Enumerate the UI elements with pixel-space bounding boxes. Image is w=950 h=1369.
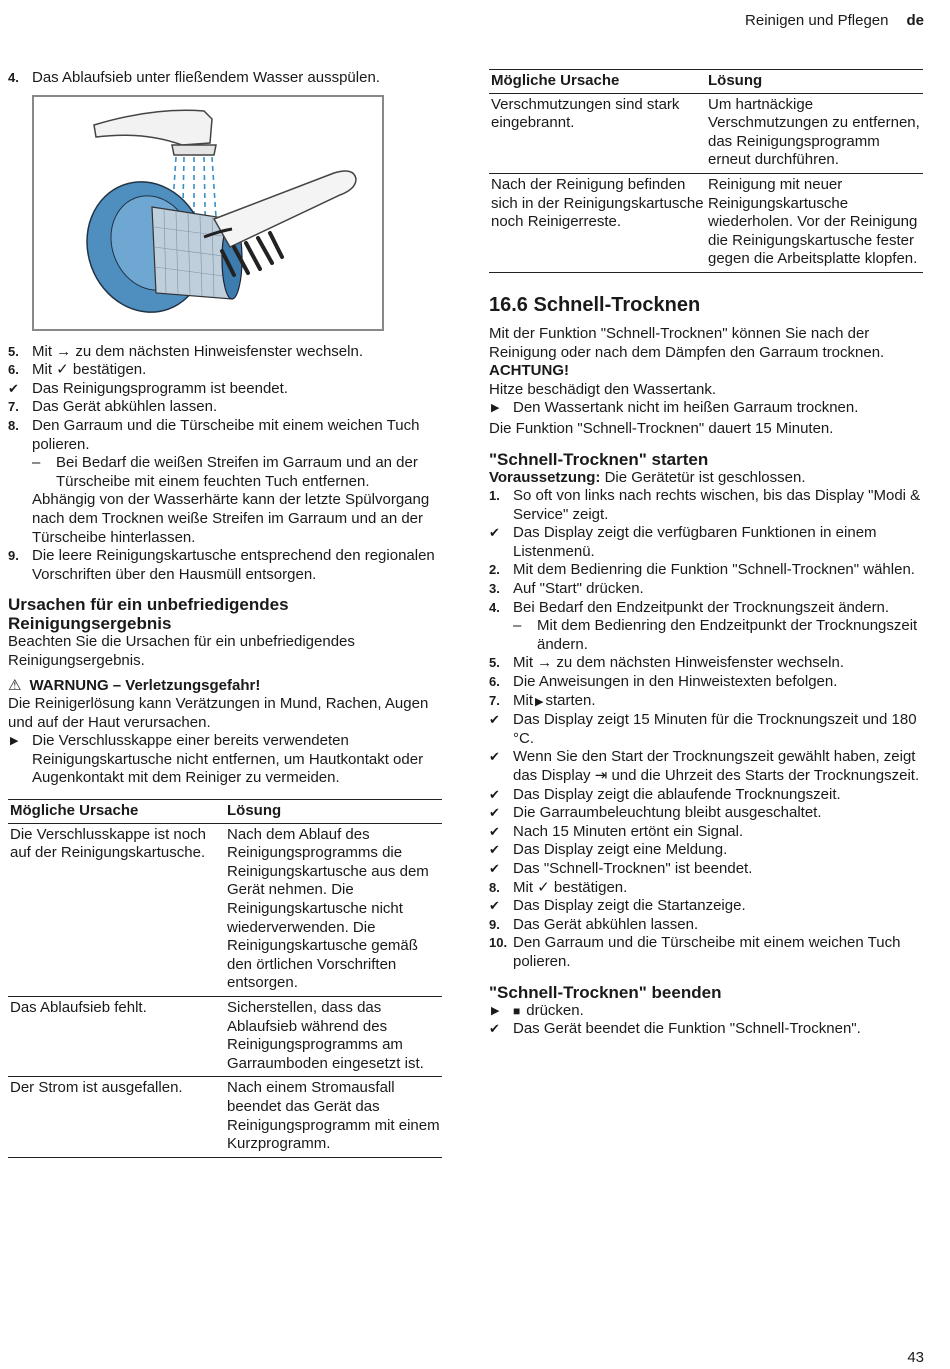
action-triangle-icon: ▶: [10, 735, 19, 748]
result-check-icon: ✔: [489, 786, 500, 802]
play-icon: ▶: [535, 695, 544, 708]
dry-result: ✔ Wenn Sie den Start der Trocknungszeit gewählt haben, zeigt das Display ⇥ und die Uhrzeit des Starts der Trocknungszeit.: [489, 748, 920, 784]
notice-action: ▶ Den Wassertank nicht im heißen Garraum trocknen.: [491, 399, 859, 417]
section-intro: Mit der Funktion "Schnell-Trocknen" können Sie nach der Reinigung oder nach dem Dämpfen den Garraum trocknen.: [489, 324, 885, 361]
result-check-icon: ✔: [489, 712, 500, 728]
table-row: Die Verschlusskappe ist noch auf der Reinigungskartusche. Nach dem Ablauf des Reinigungsprogramms die Reinigungskartusche aus dem Gerät nehmen. Die Reinigungskartusche nicht wiederverwenden. Die Reinigungskartusche gemäß den örtlichen Vorschriften entsorgen.: [8, 823, 442, 996]
end-heading: "Schnell-Trocknen" beenden: [489, 982, 722, 1002]
step-8-sub: – Bei Bedarf die weißen Streifen im Garraum und an der Türscheibe mit einem feuchten Tuch entfernen.: [32, 454, 418, 490]
dry-result: ✔ Die Garraumbeleuchtung bleibt ausgeschaltet.: [489, 804, 822, 822]
table-header-solution: Lösung: [225, 800, 442, 824]
table-row: Das Ablaufsieb fehlt. Sicherstellen, dass das Ablaufsieb während des Reinigungsprogramms am Garraumboden eingesetzt ist.: [8, 997, 442, 1077]
step-6: 6. Mit ✓ bestätigen.: [8, 361, 147, 379]
dry-step-4: 4. Bei Bedarf den Endzeitpunkt der Trocknungszeit ändern.: [489, 598, 890, 616]
end-action: ▶ ■ drücken.: [491, 1001, 584, 1019]
faucet-brush-strainer-image: [34, 97, 382, 329]
stop-icon: ■: [513, 1003, 521, 1018]
dry-result: ✔ Das Display zeigt die ablaufende Trocknungszeit.: [489, 785, 841, 803]
dry-result: ✔ Nach 15 Minuten ertönt ein Signal.: [489, 822, 744, 840]
confirm-check-icon: ✓: [56, 361, 69, 379]
header-language: de: [906, 12, 924, 29]
warning-action: ▶ Die Verschlusskappe einer bereits verwendeten Reinigungskartusche nicht entfernen, um Hautkontakt oder Augenkontakt mit dem Reiniger zu vermeiden.: [10, 732, 424, 787]
causes-heading: Ursachen für ein unbefriedigendes Reinigungsergebnis: [8, 595, 289, 634]
start-time-icon: ⇥: [594, 767, 608, 784]
step-5: 5. Mit → zu dem nächsten Hinweisfenster wechseln.: [8, 342, 363, 360]
dry-step-7: 7. Mit ▶ starten.: [489, 692, 923, 712]
result-check-icon: ✔: [489, 749, 500, 765]
causes-intro: Beachten Sie die Ursachen für ein unbefriedigendes Reinigungsergebnis.: [8, 633, 355, 669]
arrow-right-icon: →: [537, 654, 553, 672]
section-title: 16.6 Schnell-Trocknen: [489, 293, 701, 316]
result-check-icon: ✔: [489, 525, 500, 541]
dry-result: ✔ Das Display zeigt eine Meldung.: [489, 841, 728, 859]
arrow-right-icon: →: [56, 342, 72, 360]
page-number: 43: [907, 1349, 924, 1366]
result-check-icon: ✔: [489, 823, 500, 839]
dash-marker: –: [32, 454, 41, 472]
notice-text: Hitze beschädigt den Wassertank.: [489, 380, 717, 398]
result-check-icon: ✔: [8, 380, 19, 396]
action-triangle-icon: ▶: [491, 1004, 500, 1017]
result-check-icon: ✔: [489, 805, 500, 821]
dry-step-8: 8. Mit ✓ bestätigen.: [489, 878, 628, 896]
table-header-cause: Mögliche Ursache: [8, 800, 225, 824]
result-1: ✔ Das Reinigungsprogramm ist beendet.: [8, 379, 288, 397]
step-8: 8. Den Garraum und die Türscheibe mit einem weichen Tuch polieren.: [8, 416, 420, 453]
table-row: Verschmutzungen sind stark eingebrannt. Um hartnäckige Verschmutzungen zu entfernen, das Reinigungsprogramm erneut durchführen.: [489, 93, 923, 173]
table-header-cause: Mögliche Ursache: [489, 70, 706, 94]
right-column: [489, 69, 923, 1039]
start-heading: "Schnell-Trocknen" starten: [489, 449, 709, 469]
end-result: ✔ Das Gerät beendet die Funktion "Schnell-Trocknen".: [489, 1020, 861, 1038]
warning-text: Die Reinigerlösung kann Verätzungen in Mund, Rachen, Augen und auf der Haut verursachen.: [8, 695, 429, 731]
confirm-check-icon: ✓: [537, 878, 550, 896]
table-header-solution: Lösung: [706, 70, 923, 94]
table-row: Der Strom ist ausgefallen. Nach einem Stromausfall beendet das Gerät das Reinigungsprogramm mit einem Kurzprogramm.: [8, 1077, 442, 1157]
causes-table-right: [489, 69, 923, 273]
action-triangle-icon: ▶: [491, 402, 500, 415]
dry-result: ✔ Das "Schnell-Trocknen" ist beendet.: [489, 859, 753, 877]
warning-title-line: ⚠ WARNUNG – Verletzungsgefahr!: [8, 676, 261, 694]
strainer-illustration: [32, 95, 384, 331]
result-check-icon: ✔: [489, 898, 500, 914]
dry-step-6: 6. Die Anweisungen in den Hinweistexten befolgen.: [489, 673, 838, 691]
left-column: [8, 69, 442, 1158]
result-check-icon: ✔: [489, 1021, 500, 1037]
dash-marker: –: [513, 617, 522, 635]
dry-step-2: 2. Mit dem Bedienring die Funktion "Schnell-Trocknen" wählen.: [489, 561, 915, 579]
dry-step-1: 1. So oft von links nach rechts wischen, bis das Display "Modi & Service" zeigt.: [489, 487, 921, 523]
dry-step-3: 3. Auf "Start" drücken.: [489, 580, 644, 598]
duration-text: Die Funktion "Schnell-Trocknen" dauert 15 Minuten.: [489, 419, 834, 437]
dry-step-4-sub: – Mit dem Bedienring den Endzeitpunkt der Trocknungszeit ändern.: [513, 617, 918, 653]
dry-result: ✔ Das Display zeigt 15 Minuten für die Trocknungszeit und 180 °C.: [489, 711, 917, 747]
dry-result: ✔ Das Display zeigt die verfügbaren Funktionen in einem Listenmenü.: [489, 524, 877, 560]
dry-step-9: 9. Das Gerät abkühlen lassen.: [489, 915, 699, 933]
warning-triangle-icon: ⚠: [8, 676, 22, 694]
step-4: 4. Das Ablaufsieb unter fließendem Wasser ausspülen.: [8, 69, 380, 86]
causes-table-left: [8, 799, 442, 1158]
prerequisite: Voraussetzung: Die Gerätetür ist geschlossen.: [489, 468, 806, 486]
dry-result: ✔ Das Display zeigt die Startanzeige.: [489, 897, 746, 915]
step-9: 9. Die leere Reinigungskartusche entsprechend den regionalen Vorschriften über den Hausmüll entsorgen.: [8, 547, 435, 583]
dry-step-10: 10. Den Garraum und die Türscheibe mit einem weichen Tuch polieren.: [489, 934, 901, 970]
page-header: [745, 12, 924, 31]
result-check-icon: ✔: [489, 860, 500, 876]
table-row: Nach der Reinigung befinden sich in der Reinigungskartusche noch Reinigerreste. Reinigung mit neuer Reinigungskartusche wiederholen. Vor der Reinigung die Reinigungskartusche fester gegen die Arbeitsplatte klopfen.: [489, 173, 923, 272]
step-7: 7. Das Gerät abkühlen lassen.: [8, 398, 218, 416]
notice-title: ACHTUNG!: [489, 362, 569, 380]
step-8-note: Abhängig von der Wasserhärte kann der letzte Spülvorgang nach dem Trocknen weiße Streifen im Garraum und an der Türscheibe hinterlassen.: [32, 491, 430, 546]
header-section: Reinigen und Pflegen: [745, 12, 889, 29]
result-check-icon: ✔: [489, 842, 500, 858]
dry-step-5: 5. Mit → zu dem nächsten Hinweisfenster wechseln.: [489, 654, 844, 672]
